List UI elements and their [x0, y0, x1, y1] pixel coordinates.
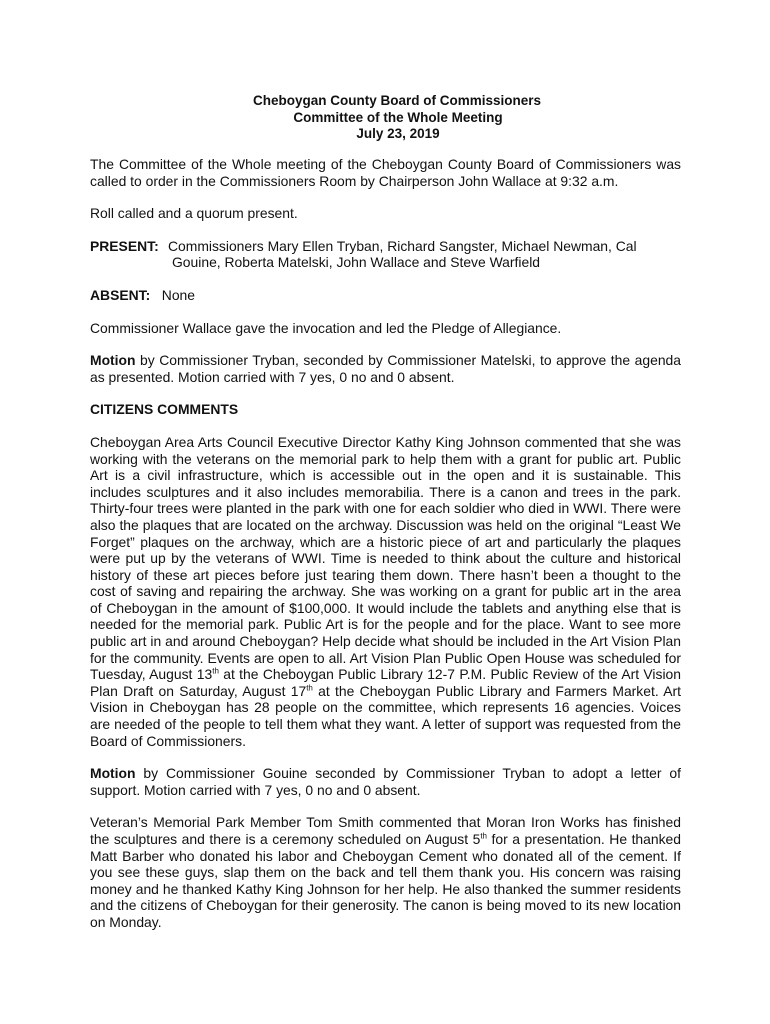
header-subtitle: Committee of the Whole Meeting — [293, 109, 503, 125]
motion-agenda-paragraph — [90, 352, 681, 385]
arts-sup-2: th — [306, 683, 313, 693]
veterans-sup-1: th — [480, 831, 487, 841]
absent-value: None — [161, 286, 195, 303]
citizens-comments-heading: CITIZENS COMMENTS — [90, 401, 239, 418]
present-line-2: Gouine, Roberta Matelski, John Wallace and Steve Warfield — [172, 254, 541, 271]
header-title: Cheboygan County Board of Commissioners — [252, 93, 542, 108]
veterans-paragraph — [90, 814, 681, 930]
veterans-text-1: Veteran’s Memorial Park Member Tom Smith commented that Moran Iron Works has finished the sculptures and there is a ceremony scheduled on August 5 — [90, 814, 681, 847]
invocation-paragraph: Commissioner Wallace gave the invocation and led the Pledge of Allegiance. — [90, 319, 562, 336]
motion-label: Motion — [90, 765, 136, 782]
arts-council-paragraph — [90, 434, 681, 749]
absent-paragraph — [90, 287, 681, 304]
arts-text-1: Cheboygan Area Arts Council Executive Director Kathy King Johnson commented that she was working with the veterans on the memorial park to help them with a grant for public art. Public Art is a civil infrastructure, which is accessible out in the open and it is sustainable. This includes sculptures and it also includes memorabilia. There is a canon and trees in the park. Thirty-four trees were planted in the park with one for each soldier who died in WWI. There were also the plaques that are located on the archway. Discussion was held on the original “Least We Forget” plaques on the archway, which are a historic piece of art and particularly the plaques were put up by the veterans of WWI. Time is needed to think about the culture and historical history of these art pieces before just tearing them down. There hasn’t been a thought to the cost of saving and repairing the archway. She was working on a grant for public art in the area of Cheboygan in the amount of $100,000. It would include the tablets and anything else that is needed for the memorial park. Public Art is for the people and for the place. Want to see more public art in and around Cheboygan? Help decide what should be included in the Art Vision Plan for the community. Events are open to all. Art Vision Plan Public Open House was scheduled for Tuesday, August 13 — [90, 433, 681, 683]
arts-text-3: at the Cheboygan Public Library and Farmers Market. Art Vision in Cheboygan has 28 people on the committee, which represents 16 agencies. Voices are needed of the people to tell them what they want. A letter of support was requested from the Board of Commissioners. — [90, 682, 681, 749]
motion-agenda-text: by Commissioner Tryban, seconded by Commissioner Matelski, to approve the agenda as presented. Motion carried with 7 yes, 0 no and 0 absent. — [90, 352, 681, 385]
motion-letter-text: by Commissioner Gouine seconded by Commissioner Tryban to adopt a letter of support. Motion carried with 7 yes, 0 no and 0 absent. — [90, 765, 681, 798]
present-label: PRESENT: — [90, 237, 159, 254]
present-block — [90, 238, 681, 271]
motion-letter-paragraph — [90, 765, 681, 798]
veterans-text-2: for a presentation. He thanked Matt Barber who donated his labor and Cheboygan Cement who donated all of the cement. If you see these guys, slap them on the back and tell them thank you. His concern was raising money and he thanked Kathy King Johnson for her help. He also thanked the summer residents and the citizens of Cheboygan for their generosity. The canon is being moved to its new location on Monday. — [90, 831, 682, 930]
roll-call-paragraph: Roll called and a quorum present. — [90, 205, 298, 222]
document-body — [90, 156, 681, 947]
arts-sup-1: th — [212, 666, 219, 676]
present-line-1: Commissioners Mary Ellen Tryban, Richard Sangster, Michael Newman, Cal — [168, 237, 637, 254]
intro-paragraph: The Committee of the Whole meeting of the Cheboygan County Board of Commissioners was called to order in the Commissioners Room by Chairperson John Wallace at 9:32 a.m. — [90, 156, 681, 189]
absent-label: ABSENT: — [90, 286, 151, 303]
document-header — [0, 93, 770, 143]
arts-text-2: at the Cheboygan Public Library 12-7 P.M. Public Review of the Art Vision Plan Draft on Saturday, August 17 — [90, 666, 681, 699]
header-date: July 23, 2019 — [356, 126, 440, 141]
motion-label: Motion — [90, 352, 136, 369]
